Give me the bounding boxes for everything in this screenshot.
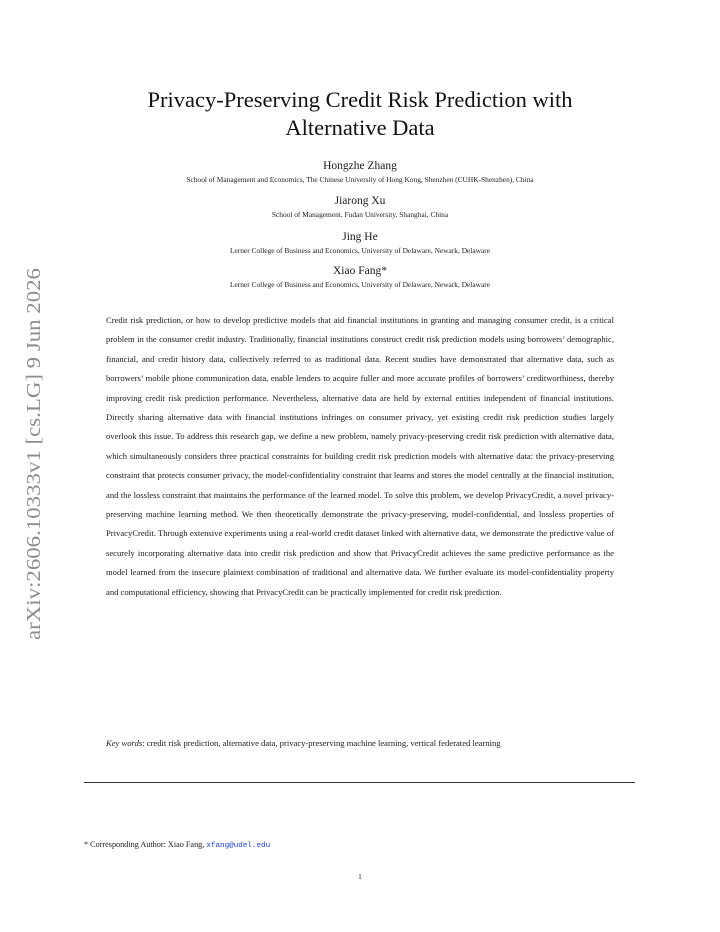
title-line-1: Privacy-Preserving Credit Risk Prediction with bbox=[147, 87, 573, 112]
footnote-marker: * bbox=[84, 840, 89, 849]
author-name: Hongzhe Zhang bbox=[323, 160, 397, 172]
author-name: Xiao Fang* bbox=[333, 265, 387, 277]
author-affiliation: Lerner College of Business and Economics, University of Delaware, Newark, Delaware bbox=[229, 280, 491, 289]
author-affiliation: School of Management, Fudan University, Shanghai, China bbox=[271, 210, 449, 219]
abstract: Credit risk prediction, or how to develop predictive models that aid financial institutions in granting and managing consumer credit, is a critical problem in the consumer credit industry. Traditionally, financial institutions construct credit risk prediction models using borrowers’ demographic, financial, and credit history data, collectively referred to as traditional data. Recent studies have demonstrated that alternative data, such as borrowers’ mobile phone communication data, enable lenders to acquire fuller and more accurate profiles of borrowers’ creditworthiness, thereby improving credit risk prediction performance. Nevertheless, alternative data are held by external entities independent of financial institutions. Directly sharing alternative data with financial institutions infringes on consumer privacy, yet existing credit risk prediction studies largely overlook this issue. To address this research gap, we define a new problem, namely privacy-preserving credit risk prediction with alternative data, which simultaneously considers three practical constraints for building credit risk prediction models with alternative data: the privacy-preserving constraint that protects consumer privacy, the model-confidentiality constraint that learns and stores the model centrally at the financial institution, and the lossless constraint that maintains the performance of the learned model. To solve this problem, we develop PrivacyCredit, a novel privacy-preserving machine learning method. We then theoretically demonstrate the privacy-preserving, model-confidential, and lossless properties of PrivacyCredit. Through extensive experiments using a real-world credit dataset linked with alternative data, we demonstrate the predictive value of securely incorporating alternative data into credit risk prediction and show that PrivacyCredit achieves the same predictive performance as the model learned from the insecure plaintext combination of traditional and alternative data. We further evaluate its model-confidentiality property and computational efficiency, showing that PrivacyCredit can be practically implemented for credit risk prediction. bbox=[106, 315, 614, 597]
paper-title bbox=[80, 86, 640, 142]
footnote bbox=[84, 839, 270, 852]
author-email-link[interactable]: xfang@udel.edu bbox=[206, 842, 271, 850]
author-name: Jiarong Xu bbox=[334, 195, 386, 207]
author-block-1 bbox=[80, 159, 640, 185]
author-block-4 bbox=[80, 264, 640, 290]
author-name: Jing He bbox=[342, 231, 378, 243]
arxiv-stamp-text: arXiv:2606.10333v1 [cs.LG] 9 Jun 2026 bbox=[24, 322, 45, 640]
title-line-2: Alternative Data bbox=[285, 115, 435, 140]
author-block-2 bbox=[80, 194, 640, 220]
author-block-3 bbox=[80, 230, 640, 256]
arxiv-stamp bbox=[10, 268, 54, 640]
footnote-text: Corresponding Author: Xiao Fang, bbox=[88, 840, 207, 849]
author-affiliation: Lerner College of Business and Economics, University of Delaware, Newark, Delaware bbox=[229, 246, 491, 255]
keywords-label: Key words bbox=[106, 738, 143, 748]
author-affiliation: School of Management and Economics, The Chinese University of Hong Kong, Shenzhen (CUHK-Shenzhen), China bbox=[186, 175, 534, 184]
keywords-text: : credit risk prediction, alternative data, privacy-preserving machine learning, vertical federated learning bbox=[142, 738, 501, 748]
keywords bbox=[106, 734, 624, 753]
footnote-rule bbox=[84, 782, 635, 783]
page-number: 1 bbox=[358, 872, 362, 881]
